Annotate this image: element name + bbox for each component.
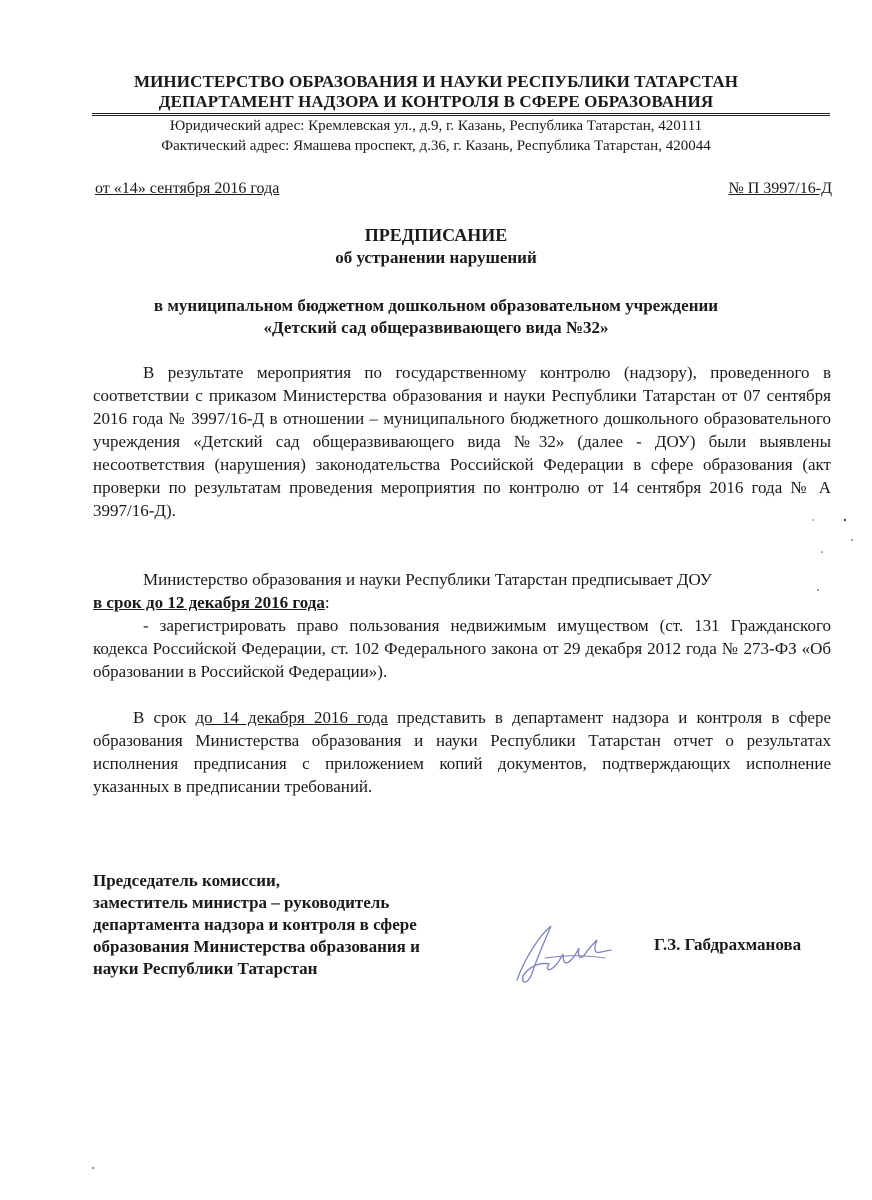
signatory-title [93,870,420,980]
signatory-line-3: департамента надзора и контроля в сфере [93,915,417,934]
document-date: от «14» сентября 2016 года [95,180,280,197]
signatory-line-5: науки Республики Татарстан [93,959,318,978]
report-prefix: В срок [133,708,187,727]
signer-name: Г.З. Габдрахманова [654,935,802,954]
signatory-line-1: Председатель комиссии, [93,871,281,890]
actual-address: Фактический адрес: Ямашева проспект, д.36, г. Казань, Республика Татарстан, 420044 [161,138,711,154]
ministry-name: МИНИСТЕРСТВО ОБРАЗОВАНИЯ И НАУКИ РЕСПУБЛИКИ ТАТАРСТАН [133,72,739,91]
legal-address: Юридический адрес: Кремлевская ул., д.9, г. Казань, Республика Татарстан, 420111 [169,118,703,134]
order-deadline: в срок до 12 декабря 2016 года [93,593,325,612]
document-subtitle: об устранении нарушений [335,248,537,267]
header-divider [92,113,830,116]
organization-line-2: «Детский сад общеразвивающего вида №32» [263,318,609,337]
department-name: ДЕПАРТАМЕНТ НАДЗОРА И КОНТРОЛЯ В СФЕРЕ ОБРАЗОВАНИЯ [158,92,714,111]
document-number: № П 3997/16-Д [728,180,832,197]
report-text: представить в департамент надзора и контроля в сфере образования Министерства образования и науки Республики Татарстан отчет о результатах исполнения предписания с приложением копий документов, подтверждающих исполнение указанных в предписании требований. [93,708,832,796]
findings-paragraph: В результате мероприятия по государственному контролю (надзору), проведенного в соответствии с приказом Министерства образования и науки Республики Татарстан от 07 сентября 2016 года № 3997/16-Д в отношении – муниципального бюджетного дошкольного образовательного учреждения «Детский сад общеразвивающего вида №32» (далее - ДОУ) были выявлены несоответствия (нарушения) законодательства Российской Федерации в сфере образования (акт проверки по результатам проведения мероприятия по контролю от 14 сентября 2016 года № А 3997/16-Д). [93,363,831,520]
report-paragraph [93,706,831,798]
order-paragraph [93,568,831,614]
order-text: Министерство образования и науки Республики Татарстан предписывает ДОУ [143,570,712,589]
organization-line-1: в муниципальном бюджетном дошкольном образовательном учреждении [153,296,719,315]
signatory-line-2: заместитель министра – руководитель [93,893,390,912]
handwritten-signature [505,918,615,988]
signatory-line-4: образования Министерства образования и [93,937,420,956]
document-title: ПРЕДПИСАНИЕ [364,225,508,245]
requirement-item: - зарегистрировать право пользования недвижимым имуществом (ст. 131 Гражданского кодекса Российской Федерации, ст. 102 Федерального закона от 29 декабря 2012 года № 273-ФЗ «Об образовании в Российской Федерации»). [93,616,831,681]
report-deadline: до 14 декабря 2016 года [195,708,388,727]
order-colon: : [324,593,330,612]
